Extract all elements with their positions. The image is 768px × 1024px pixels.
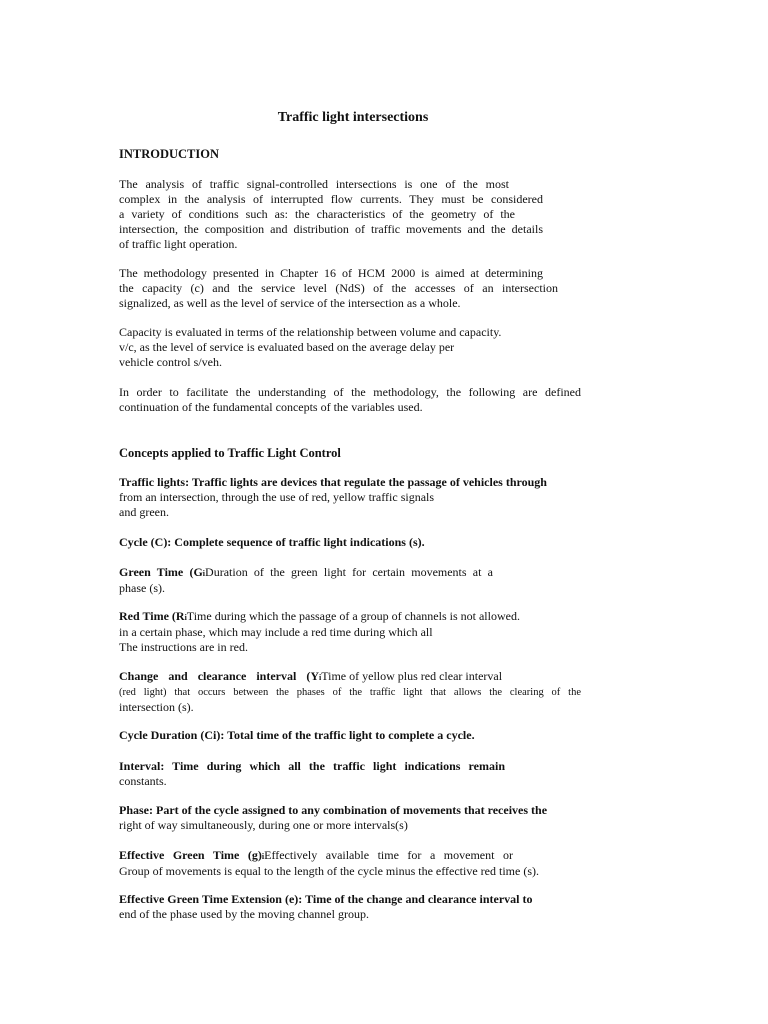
definition-term: Effective Green Time Extension (e): Time of the change and clearance interval to (119, 892, 533, 906)
introduction-heading: INTRODUCTION (119, 147, 220, 161)
definition-phase (119, 803, 581, 833)
definition-term: Red Time (R (119, 609, 185, 623)
subscript: i (184, 613, 187, 622)
text-line: in a certain phase, which may include a red time during which all (119, 625, 433, 639)
definition-text: Time during which the passage of a group of channels is not allowed. (186, 609, 520, 623)
text-line: right of way simultaneously, during one or more intervals(s) (119, 818, 408, 832)
text-line: The methodology presented in Chapter 16 of HCM 2000 is aimed at determining (119, 266, 543, 280)
subscript: i (202, 569, 206, 578)
text-line: phase (s). (119, 581, 165, 595)
text-line: vehicle control s/veh. (119, 355, 222, 369)
intro-paragraph-1 (119, 177, 581, 252)
definition-term: Effective Green Time (g) (119, 848, 262, 862)
intro-paragraph-4 (119, 385, 581, 415)
text-line: the capacity (c) and the service level (NdS) of the accesses of an intersection (119, 281, 558, 295)
definition-effective-extension (119, 892, 581, 922)
definition-text: Time of yellow plus red clear interval (321, 669, 503, 683)
text-line: of traffic light operation. (119, 237, 238, 251)
text-line: a variety of conditions such as: the characteristics of the geometry of the (119, 207, 515, 221)
text-line: (red light) that occurs between the phases of the traffic light that allows the clearing of the (119, 687, 581, 698)
subscript: i (318, 673, 322, 682)
definition-text: Effectively available time for a movement or (264, 848, 513, 862)
definition-term: Green Time (G (119, 565, 203, 579)
text-line: from an intersection, through the use of red, yellow traffic signals (119, 490, 435, 504)
text-line: The analysis of traffic signal-controlled intersections is one of the most (119, 177, 509, 191)
text-line: In order to facilitate the understanding of the methodology, the following are defined (119, 385, 581, 399)
concepts-heading: Concepts applied to Traffic Light Control (119, 446, 341, 460)
text-line: complex in the analysis of interrupted flow currents. They must be considered (119, 192, 543, 206)
intro-paragraph-2 (119, 266, 581, 311)
definition-cycle-duration (119, 728, 581, 743)
text-line: intersection (s). (119, 700, 194, 714)
text-line: continuation of the fundamental concepts of the variables used. (119, 400, 423, 414)
text-line: Capacity is evaluated in terms of the relationship between volume and capacity. (119, 325, 502, 339)
definition-term: Phase: Part of the cycle assigned to any combination of movements that receives the (119, 803, 548, 817)
definition-term: Cycle Duration (Ci): Total time of the traffic light to complete a cycle. (119, 728, 475, 742)
definition-text: Duration of the green light for certain movements at a (205, 565, 493, 579)
text-line: v/c, as the level of service is evaluated based on the average delay per (119, 340, 455, 354)
text-line: The instructions are in red. (119, 640, 248, 654)
definition-cycle (119, 535, 581, 550)
definition-term: Change and clearance interval (Y (119, 669, 319, 683)
definition-traffic-lights (119, 475, 581, 520)
text-line: end of the phase used by the moving channel group. (119, 907, 369, 921)
definition-term: Cycle (C): Complete sequence of traffic light indications (s). (119, 535, 425, 549)
definition-change-interval (119, 669, 581, 715)
definition-term: Traffic lights: Traffic lights are devices that regulate the passage of vehicles through (119, 475, 547, 489)
text-line: constants. (119, 774, 167, 788)
text-line: and green. (119, 505, 169, 519)
page-title: Traffic light intersections (277, 110, 429, 125)
definition-effective-green (119, 848, 581, 879)
text-line: signalized, as well as the level of service of the intersection as a whole. (119, 296, 461, 310)
definition-interval (119, 759, 581, 789)
subscript: i (261, 852, 265, 861)
definition-red-time (119, 609, 581, 655)
intro-paragraph-3 (119, 325, 581, 370)
definition-green-time (119, 565, 581, 596)
definition-term: Interval: Time during which all the traffic light indications remain (119, 759, 505, 773)
text-line: intersection, the composition and distribution of traffic movements and the details (119, 222, 543, 236)
text-line: Group of movements is equal to the length of the cycle minus the effective red time (s). (119, 864, 539, 878)
